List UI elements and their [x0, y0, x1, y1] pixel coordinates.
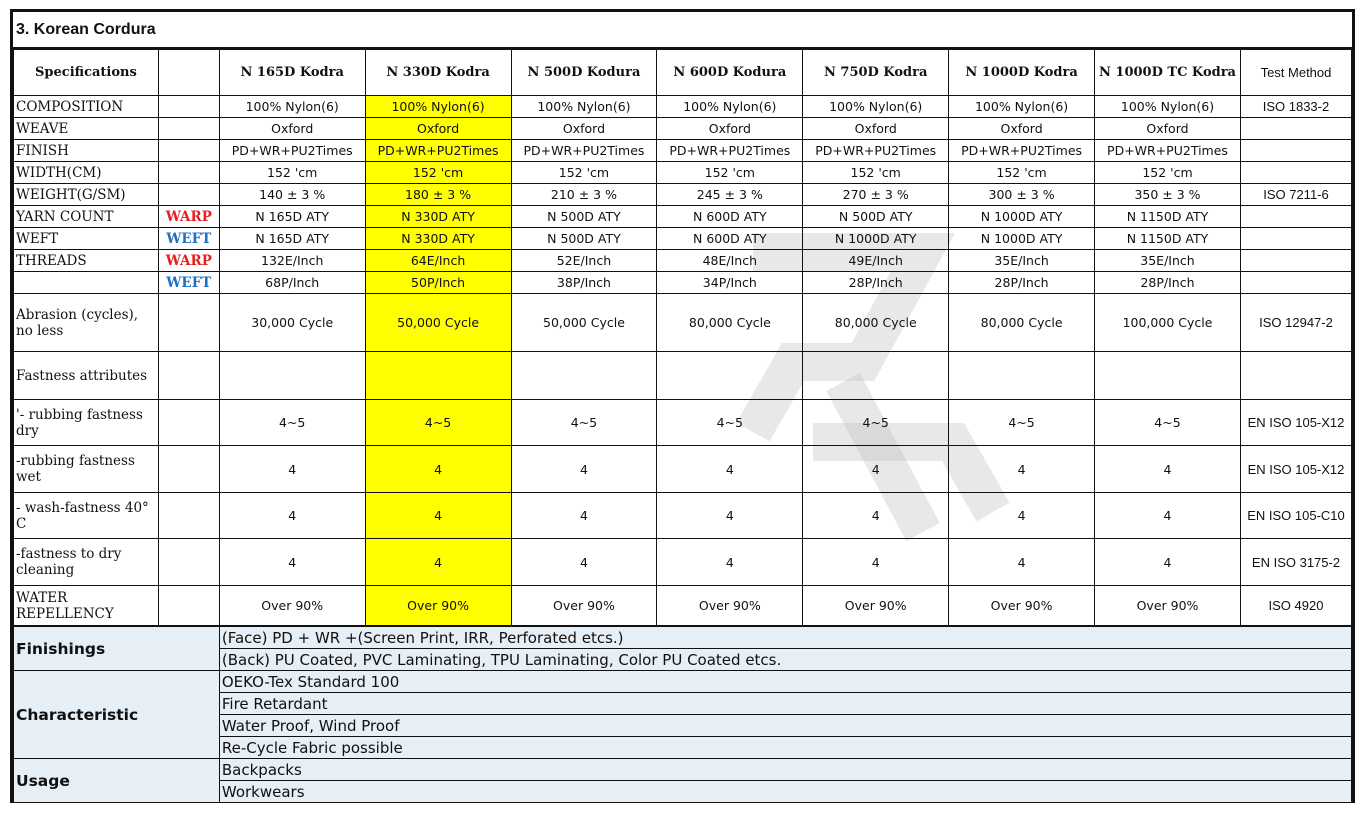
spec-row [14, 228, 1352, 250]
row-value: N 500D ATY [511, 206, 657, 228]
row-test-method: EN ISO 105-X12 [1240, 400, 1351, 446]
row-value: 152 'cm [511, 162, 657, 184]
row-value: 100% Nylon(6) [1095, 96, 1241, 118]
row-value: Over 90% [511, 586, 657, 626]
header-specifications: Specifications [14, 50, 159, 96]
row-value: Over 90% [949, 586, 1095, 626]
row-test-method [1240, 272, 1351, 294]
row-value: 100% Nylon(6) [365, 96, 511, 118]
row-value: 4 [219, 493, 365, 539]
row-value: 152 'cm [949, 162, 1095, 184]
row-value: N 600D ATY [657, 228, 803, 250]
row-label: WEFT [14, 228, 159, 250]
row-direction [158, 493, 219, 539]
row-value: PD+WR+PU2Times [803, 140, 949, 162]
row-value: N 500D ATY [803, 206, 949, 228]
spec-row [14, 294, 1352, 352]
header-product: N 1000D Kodra [949, 50, 1095, 96]
row-value: 28P/Inch [803, 272, 949, 294]
row-value: 152 'cm [365, 162, 511, 184]
row-label: - wash-fastness 40° C [14, 493, 159, 539]
row-value: 4~5 [219, 400, 365, 446]
row-value: 80,000 Cycle [949, 294, 1095, 352]
row-direction: WARP [158, 250, 219, 272]
row-value: N 500D ATY [511, 228, 657, 250]
row-direction [158, 96, 219, 118]
row-value [511, 352, 657, 400]
row-direction: WEFT [158, 228, 219, 250]
row-label [14, 272, 159, 294]
row-value: 100% Nylon(6) [803, 96, 949, 118]
spec-row [14, 140, 1352, 162]
row-value [365, 352, 511, 400]
row-test-method [1240, 206, 1351, 228]
row-value: N 165D ATY [219, 206, 365, 228]
row-direction: WARP [158, 206, 219, 228]
row-value: 4~5 [365, 400, 511, 446]
row-value: 4 [949, 493, 1095, 539]
row-value: N 600D ATY [657, 206, 803, 228]
row-direction [158, 446, 219, 493]
spec-row [14, 96, 1352, 118]
row-value [803, 352, 949, 400]
row-value: 4 [219, 539, 365, 586]
row-value: Oxford [803, 118, 949, 140]
characteristic-label: Characteristic [14, 671, 220, 759]
footer-table [13, 626, 1352, 803]
row-label: WIDTH(CM) [14, 162, 159, 184]
row-value: N 1000D ATY [949, 228, 1095, 250]
row-value: 80,000 Cycle [657, 294, 803, 352]
row-value: 4 [511, 493, 657, 539]
spec-row [14, 272, 1352, 294]
row-test-method: ISO 4920 [1240, 586, 1351, 626]
row-value: 49E/Inch [803, 250, 949, 272]
row-value: 4 [949, 539, 1095, 586]
row-label: WEAVE [14, 118, 159, 140]
row-value: 4~5 [657, 400, 803, 446]
row-value: 4 [1095, 493, 1241, 539]
row-value: 4 [365, 539, 511, 586]
row-value [949, 352, 1095, 400]
row-value: 350 ± 3 % [1095, 184, 1241, 206]
row-value: 100% Nylon(6) [657, 96, 803, 118]
row-test-method [1240, 118, 1351, 140]
characteristic-item: OEKO-Tex Standard 100 [219, 671, 1351, 693]
row-value: 140 ± 3 % [219, 184, 365, 206]
spec-row [14, 446, 1352, 493]
row-value: Oxford [365, 118, 511, 140]
row-label: -fastness to dry cleaning [14, 539, 159, 586]
row-value: N 1150D ATY [1095, 228, 1241, 250]
row-value: 80,000 Cycle [803, 294, 949, 352]
row-value: 4 [365, 446, 511, 493]
row-label: WATER REPELLENCY [14, 586, 159, 626]
row-value: N 1150D ATY [1095, 206, 1241, 228]
row-test-method [1240, 250, 1351, 272]
row-value: 48E/Inch [657, 250, 803, 272]
finishings-row [14, 627, 1352, 649]
row-value: 4 [803, 446, 949, 493]
row-direction [158, 294, 219, 352]
characteristic-item: Fire Retardant [219, 693, 1351, 715]
row-direction [158, 162, 219, 184]
row-value: Oxford [1095, 118, 1241, 140]
header-product: N 750D Kodra [803, 50, 949, 96]
row-direction: WEFT [158, 272, 219, 294]
row-value: 4~5 [803, 400, 949, 446]
spec-row [14, 250, 1352, 272]
row-test-method: ISO 1833-2 [1240, 96, 1351, 118]
usage-row [14, 759, 1352, 781]
row-label: WEIGHT(G/SM) [14, 184, 159, 206]
row-value: 4 [511, 539, 657, 586]
row-value: Over 90% [219, 586, 365, 626]
characteristic-item: Water Proof, Wind Proof [219, 715, 1351, 737]
row-label: THREADS [14, 250, 159, 272]
header-product: N 1000D TC Kodra [1095, 50, 1241, 96]
row-test-method: EN ISO 3175-2 [1240, 539, 1351, 586]
row-test-method: ISO 12947-2 [1240, 294, 1351, 352]
row-value: 4 [511, 446, 657, 493]
row-label: Fastness attributes [14, 352, 159, 400]
finishings-item: (Back) PU Coated, PVC Laminating, TPU Laminating, Color PU Coated etcs. [219, 649, 1351, 671]
characteristic-item: Re-Cycle Fabric possible [219, 737, 1351, 759]
row-label: FINISH [14, 140, 159, 162]
row-value: 4 [803, 493, 949, 539]
row-label: '- rubbing fastness dry [14, 400, 159, 446]
spec-sheet [10, 9, 1355, 803]
row-direction [158, 184, 219, 206]
header-product: N 500D Kodura [511, 50, 657, 96]
row-test-method [1240, 228, 1351, 250]
row-value: 100% Nylon(6) [511, 96, 657, 118]
spec-row [14, 493, 1352, 539]
spec-row [14, 118, 1352, 140]
spec-row [14, 352, 1352, 400]
row-value: 210 ± 3 % [511, 184, 657, 206]
row-value: PD+WR+PU2Times [511, 140, 657, 162]
usage-label: Usage [14, 759, 220, 803]
row-value: 64E/Inch [365, 250, 511, 272]
row-value: 300 ± 3 % [949, 184, 1095, 206]
usage-item: Backpacks [219, 759, 1351, 781]
row-test-method [1240, 140, 1351, 162]
row-value: 4 [657, 446, 803, 493]
spec-row [14, 539, 1352, 586]
row-value: PD+WR+PU2Times [1095, 140, 1241, 162]
row-value: 52E/Inch [511, 250, 657, 272]
row-value: N 1000D ATY [803, 228, 949, 250]
row-value: 4~5 [511, 400, 657, 446]
row-value: Over 90% [365, 586, 511, 626]
row-value: Over 90% [803, 586, 949, 626]
usage-item: Workwears [219, 781, 1351, 803]
row-value [219, 352, 365, 400]
row-label: YARN COUNT [14, 206, 159, 228]
row-direction [158, 118, 219, 140]
row-value: Oxford [219, 118, 365, 140]
finishings-item: (Face) PD + WR +(Screen Print, IRR, Perforated etcs.) [219, 627, 1351, 649]
row-value: 152 'cm [657, 162, 803, 184]
spec-row [14, 586, 1352, 626]
row-direction [158, 400, 219, 446]
row-value: 4 [803, 539, 949, 586]
row-value: N 330D ATY [365, 228, 511, 250]
row-value: PD+WR+PU2Times [219, 140, 365, 162]
row-value: 4~5 [949, 400, 1095, 446]
row-value: N 165D ATY [219, 228, 365, 250]
row-value [1095, 352, 1241, 400]
row-value: 50,000 Cycle [511, 294, 657, 352]
row-test-method: ISO 7211-6 [1240, 184, 1351, 206]
row-value: 4 [219, 446, 365, 493]
row-value: 4 [949, 446, 1095, 493]
row-value: N 1000D ATY [949, 206, 1095, 228]
row-value: 152 'cm [219, 162, 365, 184]
row-value: 100% Nylon(6) [219, 96, 365, 118]
row-test-method: EN ISO 105-C10 [1240, 493, 1351, 539]
row-value: 270 ± 3 % [803, 184, 949, 206]
header-blank [158, 50, 219, 96]
row-value: 38P/Inch [511, 272, 657, 294]
header-row [14, 50, 1352, 96]
spec-row [14, 400, 1352, 446]
spec-row [14, 206, 1352, 228]
row-value: N 330D ATY [365, 206, 511, 228]
row-direction [158, 539, 219, 586]
row-label: COMPOSITION [14, 96, 159, 118]
row-test-method [1240, 352, 1351, 400]
row-value [657, 352, 803, 400]
row-label: -rubbing fastness wet [14, 446, 159, 493]
row-value: 100% Nylon(6) [949, 96, 1095, 118]
row-value: 180 ± 3 % [365, 184, 511, 206]
row-value: 4 [365, 493, 511, 539]
row-value: 152 'cm [1095, 162, 1241, 184]
row-test-method [1240, 162, 1351, 184]
row-value: 152 'cm [803, 162, 949, 184]
row-value: 68P/Inch [219, 272, 365, 294]
row-value: PD+WR+PU2Times [949, 140, 1095, 162]
row-value: 4 [1095, 539, 1241, 586]
row-value: Oxford [949, 118, 1095, 140]
row-value: 50P/Inch [365, 272, 511, 294]
row-value: Over 90% [657, 586, 803, 626]
row-direction [158, 586, 219, 626]
finishings-label: Finishings [14, 627, 220, 671]
header-product: N 165D Kodra [219, 50, 365, 96]
row-value: 4 [1095, 446, 1241, 493]
row-value: 100,000 Cycle [1095, 294, 1241, 352]
row-value: 245 ± 3 % [657, 184, 803, 206]
sheet-title: 3. Korean Cordura [13, 12, 1352, 49]
header-test-method: Test Method [1240, 50, 1351, 96]
characteristic-row [14, 671, 1352, 693]
row-value: Oxford [657, 118, 803, 140]
row-value: 34P/Inch [657, 272, 803, 294]
row-value: Oxford [511, 118, 657, 140]
row-value: 35E/Inch [1095, 250, 1241, 272]
row-value: 4~5 [1095, 400, 1241, 446]
spec-row [14, 162, 1352, 184]
row-value: 4 [657, 539, 803, 586]
row-value: 28P/Inch [949, 272, 1095, 294]
row-value: 4 [657, 493, 803, 539]
row-value: 50,000 Cycle [365, 294, 511, 352]
row-value: 30,000 Cycle [219, 294, 365, 352]
spec-row [14, 184, 1352, 206]
row-direction [158, 352, 219, 400]
row-value: 132E/Inch [219, 250, 365, 272]
row-value: PD+WR+PU2Times [365, 140, 511, 162]
header-product: N 600D Kodura [657, 50, 803, 96]
row-direction [158, 140, 219, 162]
row-value: 28P/Inch [1095, 272, 1241, 294]
row-label: Abrasion (cycles), no less [14, 294, 159, 352]
row-value: PD+WR+PU2Times [657, 140, 803, 162]
row-value: 35E/Inch [949, 250, 1095, 272]
header-product: N 330D Kodra [365, 50, 511, 96]
row-test-method: EN ISO 105-X12 [1240, 446, 1351, 493]
row-value: Over 90% [1095, 586, 1241, 626]
spec-table [13, 49, 1352, 626]
